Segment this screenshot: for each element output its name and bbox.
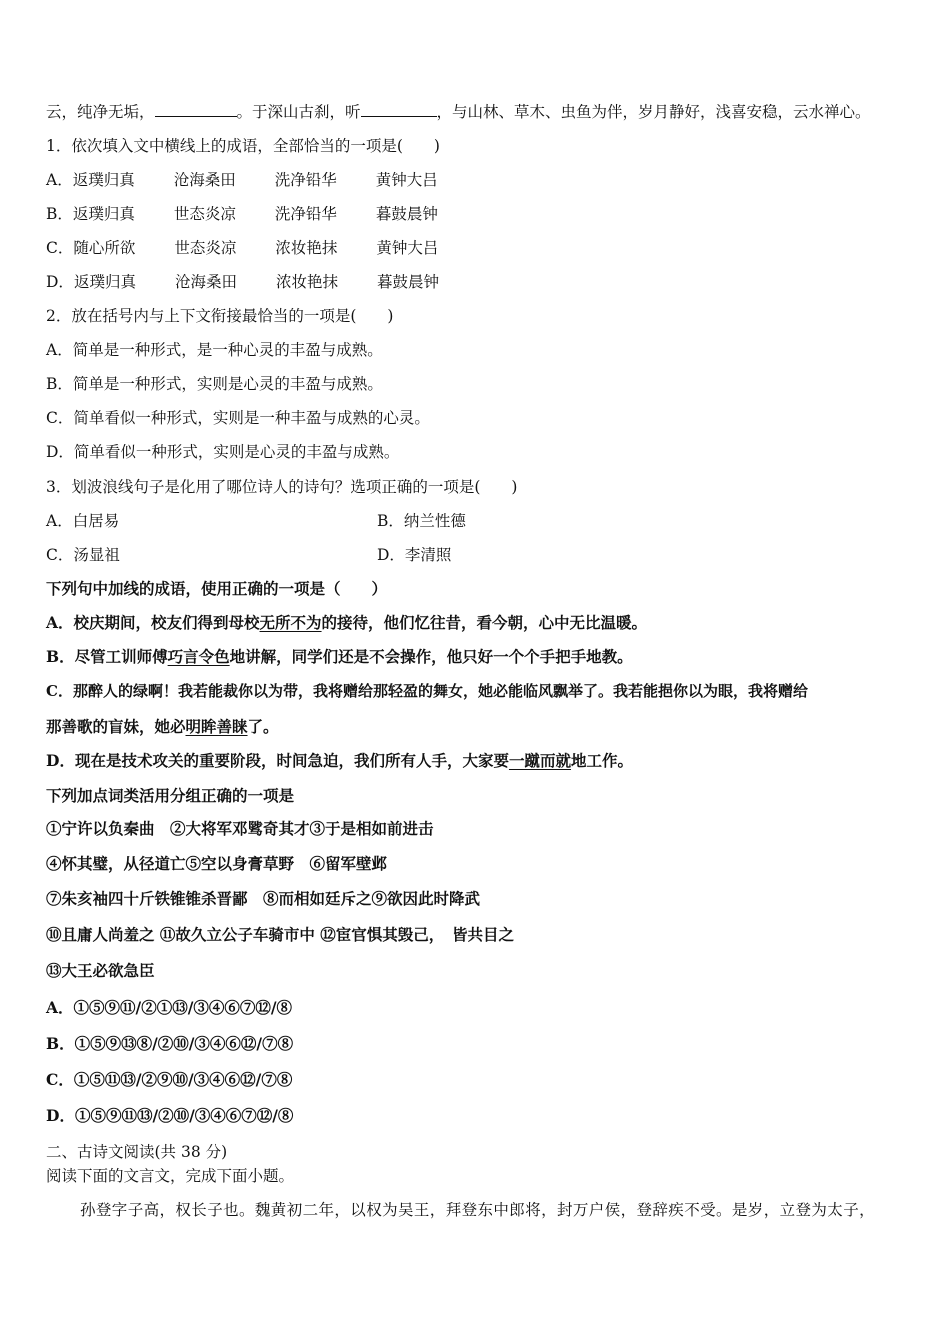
underlined-idiom: 巧言令色 <box>167 647 230 666</box>
q2-option-a[interactable]: A．简单是一种形式，是一种心灵的丰盈与成熟。 <box>46 341 383 359</box>
underlined-idiom: 一蹴而就 <box>508 751 571 770</box>
option-item: 洗净铅华 <box>274 205 337 223</box>
q3-option-b[interactable]: B．纳兰性德 <box>377 512 466 530</box>
q5-option-a[interactable]: A．①⑤⑨⑪/②①⑬/③④⑥⑦⑫/⑧ <box>46 998 293 1017</box>
option-label: A． <box>46 171 73 189</box>
q3-option-a[interactable]: A．白居易 <box>46 512 120 530</box>
q1-option-a[interactable] <box>46 170 477 190</box>
option-label: B． <box>46 205 73 223</box>
option-item: 沧海桑田 <box>173 171 236 189</box>
q3-options-row-2 <box>46 545 746 565</box>
option-item: 随心所欲 <box>73 239 136 257</box>
section-instruction: 阅读下面的文言文，完成下面小题。 <box>46 1167 295 1185</box>
q5-option-c[interactable]: C．①⑤⑪⑬/②⑨⑩/③④⑥⑫/⑦⑧ <box>46 1070 293 1089</box>
option-item: 黄钟大吕 <box>375 171 438 189</box>
option-item: 浓妆艳抹 <box>275 239 338 257</box>
option-item: 洗净铅华 <box>274 171 337 189</box>
option-label: C． <box>46 239 74 257</box>
q2-option-c[interactable]: C．简单看似一种形式，实则是一种丰盈与成熟的心灵。 <box>46 409 430 427</box>
fill-blank-4[interactable] <box>361 102 437 117</box>
q1-option-c[interactable] <box>46 238 477 258</box>
section-heading: 二、古诗文阅读(共 38 分) <box>46 1143 228 1161</box>
q4-option-c-line-2[interactable] <box>46 717 279 737</box>
q5-item-line: ④怀其璧，从径道亡⑤空以身膏草野 ⑥留军壁邺 <box>46 854 388 873</box>
text: 那善歌的盲妹，她必 <box>46 717 186 736</box>
q5-option-d[interactable]: D．①⑤⑨⑪⑬/②⑩/③④⑥⑦⑫/⑧ <box>46 1106 294 1125</box>
option-item: 返璞归真 <box>72 205 135 223</box>
option-item: 世态炎凉 <box>173 205 236 223</box>
q4-option-c-line-1[interactable]: C．那醉人的绿啊！我若能裁你以为带，我将赠给那轻盈的舞女，她必能临风飘举了。我若能挹你以为眼，我将赠给 <box>46 682 808 700</box>
question-3-stem: 3．划波浪线句子是化用了哪位诗人的诗句？选项正确的一项是( ) <box>46 478 518 496</box>
underlined-idiom: 无所不为 <box>259 613 322 632</box>
q5-option-b[interactable]: B．①⑤⑨⑬⑧/②⑩/③④⑥⑫/⑦⑧ <box>46 1034 294 1053</box>
intro-line <box>46 102 871 122</box>
option-label: D． <box>46 273 74 291</box>
option-item: 沧海桑田 <box>174 273 237 291</box>
underlined-idiom: 明眸善睐 <box>185 717 248 736</box>
question-1-stem: 1．依次填入文中横线上的成语，全部恰当的一项是( ) <box>46 137 440 155</box>
passage-first-line: 孙登字子高，权长子也。魏黄初二年，以权为吴王，拜登东中郎将，封万户侯，登辞疾不受。是岁，立登为太子， <box>80 1201 876 1219</box>
intro-text-3: ，与山林、草木、虫鱼为伴，岁月静好，浅喜安稳，云水禅心。 <box>436 103 871 121</box>
option-item: 世态炎凉 <box>174 239 237 257</box>
q2-option-d[interactable]: D．简单看似一种形式，实则是心灵的丰盈与成熟。 <box>46 443 400 461</box>
q5-item-line: ①宁许以负秦曲 ②大将军邓骘奇其才③于是相如前进击 <box>46 819 434 838</box>
text: 地讲解，同学们还是不会操作，他只好一个个手把手地教。 <box>229 647 633 666</box>
option-item: 返璞归真 <box>73 273 136 291</box>
q4-option-b[interactable] <box>46 647 633 667</box>
fill-blank-3[interactable] <box>155 102 237 117</box>
q3-option-d[interactable]: D．李清照 <box>377 546 452 564</box>
q5-item-line: ⑦朱亥袖四十斤铁锥锥杀晋鄙 ⑧而相如廷斥之⑨欲因此时降武 <box>46 889 481 908</box>
q5-item-line: ⑩且庸人尚羞之 ⑪故久立公子车骑市中 ⑫宦官惧其毁己， 皆共目之 <box>46 925 515 944</box>
q4-option-d[interactable] <box>46 751 633 771</box>
option-item: 暮鼓晨钟 <box>375 205 438 223</box>
q3-options-row-1 <box>46 511 746 531</box>
text: B．尽管工训师傅 <box>46 647 168 666</box>
option-item: 暮鼓晨钟 <box>376 273 439 291</box>
option-item: 浓妆艳抹 <box>275 273 338 291</box>
intro-text-1: 云，纯净无垢， <box>46 103 155 121</box>
q2-option-b[interactable]: B．简单是一种形式，实则是心灵的丰盈与成熟。 <box>46 375 383 393</box>
q1-option-b[interactable] <box>46 204 477 224</box>
text: D．现在是技术攻关的重要阶段，时间急迫，我们所有人手，大家要 <box>46 751 509 770</box>
option-item: 返璞归真 <box>72 171 135 189</box>
question-4-stem: 下列句中加线的成语，使用正确的一项是（ ） <box>46 579 388 598</box>
q1-option-d[interactable] <box>46 272 478 292</box>
text: 的接待，他们忆往昔，看今朝，心中无比温暖。 <box>321 613 648 632</box>
text: 了。 <box>247 717 279 736</box>
q4-option-a[interactable] <box>46 613 647 633</box>
text: A．校庆期间，校友们得到母校 <box>46 613 260 632</box>
intro-text-2: 。于深山古刹，听 <box>236 103 361 121</box>
text: 地工作。 <box>570 751 633 770</box>
q3-option-c[interactable]: C．汤显祖 <box>46 546 120 564</box>
option-item: 黄钟大吕 <box>376 239 439 257</box>
question-5-stem: 下列加点词类活用分组正确的一项是 <box>46 786 295 805</box>
question-2-stem: 2．放在括号内与上下文衔接最恰当的一项是( ) <box>46 307 394 325</box>
q5-item-line: ⑬大王必欲急臣 <box>46 961 155 980</box>
